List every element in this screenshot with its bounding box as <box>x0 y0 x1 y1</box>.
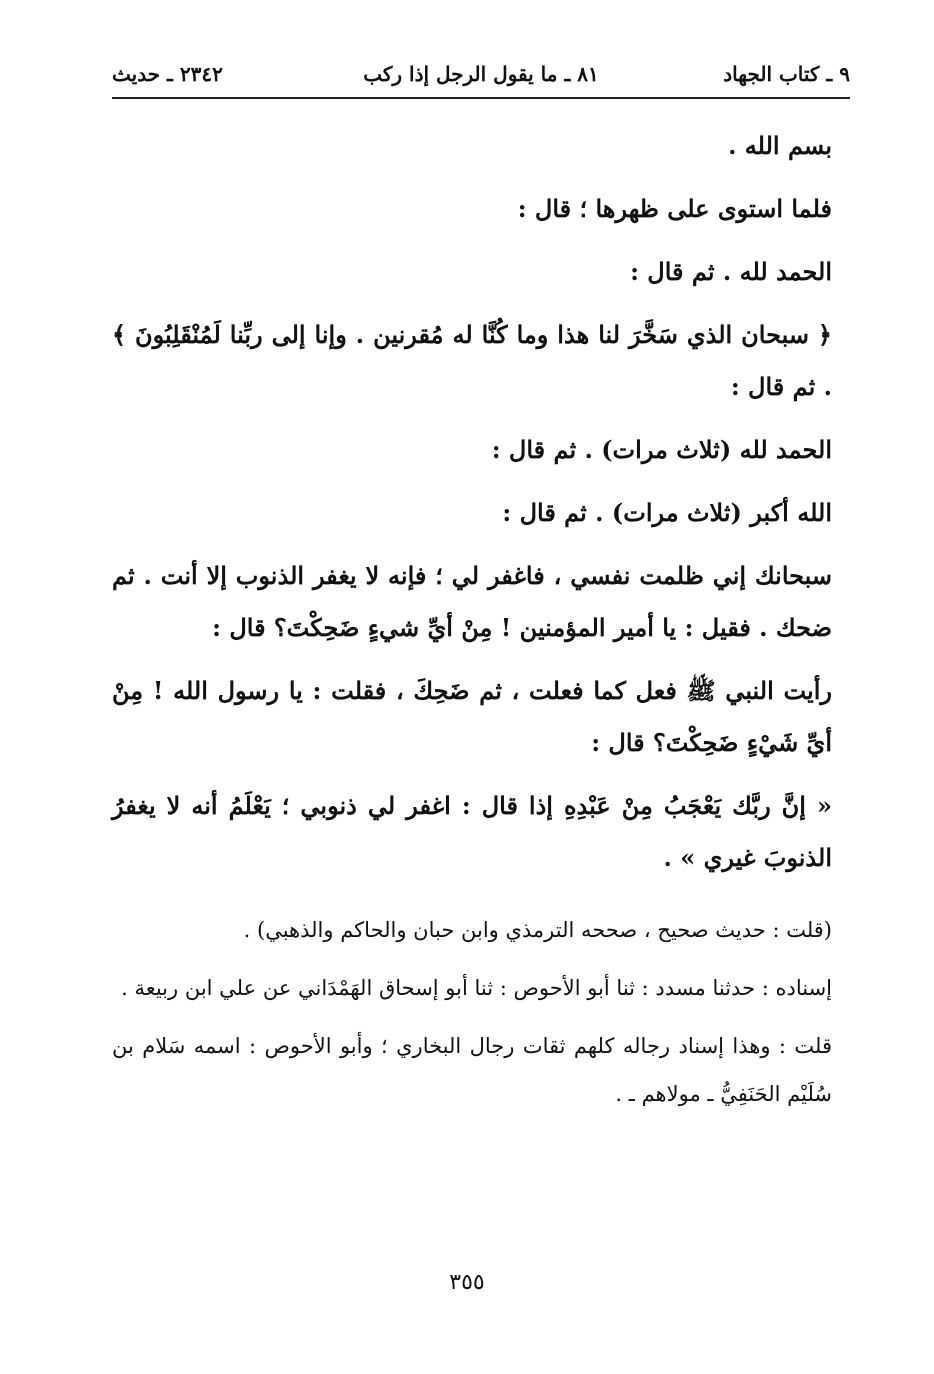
section-title: ٨١ ـ ما يقول الرجل إذا ركب <box>363 62 599 86</box>
paragraph-prophet-laugh: رأيت النبي ﷺ فعل كما فعلت ، ثم ضَحِكَ ، فقلت : يا رسول الله ! مِنْ أيِّ شَيْءٍ ضَحِكْتَ؟ قال : <box>112 676 832 757</box>
page-number: ٣٥٥ <box>449 1270 485 1295</box>
chapter-title: ٩ ـ كتاب الجهاد <box>723 62 850 86</box>
paragraph-istighfar: سبحانك إني ظلمت نفسي ، فاغفر لي ؛ فإنه لا يغفر الذنوب إلا أنت . ثم ضحك . فقيل : يا أمير المؤمنين ! مِنْ أيِّ شيءٍ ضَحِكْتَ؟ قال : <box>112 561 832 642</box>
note-commentary: قلت : وهذا إسناد رجاله كلهم ثقات رجال البخاري ؛ وأبو الأحوص : اسمه سَلام بن سُلَيْم الحَنَفِيُّ ـ مولاهم ـ . <box>112 1034 832 1106</box>
paragraph-hamd-three: الحمد لله (ثلاث مرات) . ثم قال : <box>491 435 832 464</box>
paragraph-hamd: الحمد لله . ثم قال : <box>630 257 832 286</box>
note-isnad: إسناده : حدثنا مسدد : ثنا أبو الأحوص : ثنا أبو إسحاق الهَمْدَاني عن علي ابن ربيعة . <box>121 976 832 1000</box>
page-body <box>112 120 832 1128</box>
paragraph-mounting: فلما استوى على ظهرها ؛ قال : <box>517 194 832 223</box>
header-divider <box>112 97 850 99</box>
paragraph-hadith-text: « إنَّ ربَّك يَعْجَبُ مِنْ عَبْدِهِ إذا قال : اغفر لي ذنوبي ؛ يَعْلَمُ أنه لا يغفرُ الذنوبَ غيري » . <box>112 791 832 872</box>
paragraph-takbir-three: الله أكبر (ثلاث مرات) . ثم قال : <box>502 498 832 527</box>
note-grading: (قلت : حديث صحيح ، صححه الترمذي وابن حبان والحاكم والذهبي) . <box>243 918 832 942</box>
running-header <box>112 60 850 100</box>
paragraph-basmala: بسم الله . <box>728 131 832 160</box>
paragraph-quran-verse: ﴿ سبحان الذي سَخَّرَ لنا هذا وما كُنَّا له مُقرنين . وإنا إلى ربِّنا لَمُنْقَلِبُونَ ﴾ . ثم قال : <box>112 320 832 401</box>
hadith-number: ٢٣٤٢ ـ حديث <box>112 62 223 86</box>
